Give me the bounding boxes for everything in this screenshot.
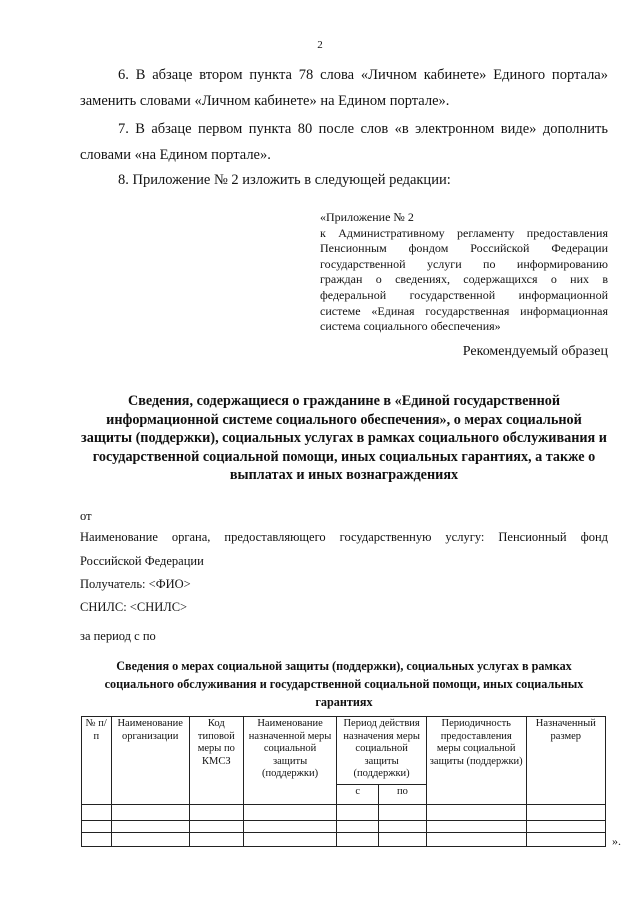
org-line-continued: Российской Федерации (80, 554, 204, 568)
from-label: от (80, 509, 92, 523)
appendix-line: граждан о сведениях, содержащихся о них в (320, 272, 608, 287)
document-title: Сведения, содержащиеся о гражданине в «Единой государственной информационной системе социального обеспечения», о мерах социальной защиты (поддержки), социальных услугах в рамках социального обслуживания и государственной социальной помощи, иных социальных гарантиях, а также о выплатах и иных вознаграждениях (81, 393, 607, 484)
header-period-from: с (337, 785, 379, 805)
header-org-name: Наименование организации (111, 717, 189, 805)
appendix-header (320, 210, 608, 335)
table-row (82, 805, 606, 821)
appendix-line: к Административному регламенту предоставления (320, 225, 608, 240)
period-field: за период с по (80, 629, 156, 643)
appendix-line: «Приложение № 2 (320, 210, 414, 224)
paragraph-6: 6. В абзаце втором пункта 78 слова «Личном кабинете» Единого портала» заменить словами «Личном кабинете» на Едином портале». (80, 67, 608, 109)
appendix-line: Пенсионным фондом Российской Федерации (320, 241, 608, 256)
page-number: 2 (317, 39, 323, 51)
header-amount: Назначенный размер (526, 717, 605, 805)
header-periodicity: Периодичность предоставления меры социальной защиты (поддержки) (426, 717, 526, 805)
org-line: Наименование органа, предоставляющего государственную услугу: Пенсионный фонд (80, 530, 608, 544)
table-row (82, 821, 606, 833)
appendix-line: государственной услуги по информированию (320, 256, 608, 271)
table-row (82, 833, 606, 847)
header-kmsz-code: Код типовой меры по КМСЗ (189, 717, 243, 805)
measures-table (81, 716, 606, 847)
header-num: № п/п (82, 717, 112, 805)
snils-field: СНИЛС: <СНИЛС> (80, 600, 188, 614)
paragraph-8: 8. Приложение № 2 изложить в следующей редакции: (118, 172, 451, 188)
paragraph-7: 7. В абзаце первом пункта 80 после слов «в электронном виде» дополнить словами «на Едином портале». (80, 121, 608, 163)
section-title: Сведения о мерах социальной защиты (поддержки), социальных услугах в рамках социального обслуживания и государственной социальной помощи, иных социальных гарантиях (104, 659, 584, 709)
closing-quote: ». (612, 834, 621, 848)
header-period: Период действия назначения меры социальной защиты (поддержки) (337, 717, 427, 785)
appendix-line: федеральной государственной информационной (320, 287, 608, 302)
recommended-sample-label: Рекомендуемый образец (462, 344, 608, 359)
header-period-to: по (379, 785, 427, 805)
appendix-line: системе «Единая государственная информационная (320, 303, 608, 318)
recipient-field: Получатель: <ФИО> (80, 577, 191, 591)
appendix-line: система социального обеспечения» (320, 319, 501, 334)
header-measure-name: Наименование назначенной меры социальной защиты (поддержки) (243, 717, 337, 805)
